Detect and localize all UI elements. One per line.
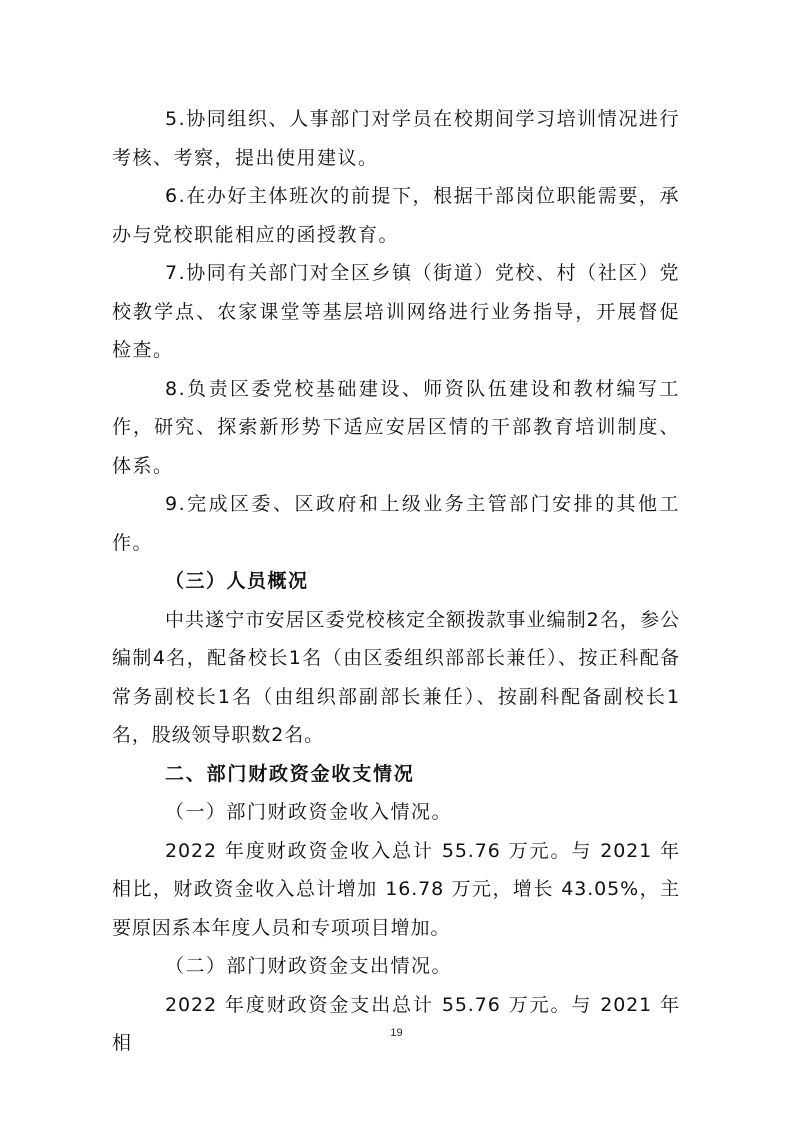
page-number: 19 — [390, 1027, 403, 1039]
section-heading-staffing: （三）人员概况 — [165, 570, 309, 592]
duty-item-9: 9.完成区委、区政府和上级业务主管部门安排的其他工作。 — [112, 493, 680, 554]
document-body — [112, 100, 680, 1063]
duty-item-5: 5.协同组织、人事部门对学员在校期间学习培训情况进行考核、考察，提出使用建议。 — [112, 108, 680, 169]
duty-item-7: 7.协同有关部门对全区乡镇（街道）党校、村（社区）党校教学点、农家课堂等基层培训网络进行业务指导，开展督促检查。 — [112, 262, 680, 361]
expense-paragraph: 2022 年度财政资金支出总计 55.76 万元。与 2021 年相 — [112, 993, 680, 1054]
income-paragraph: 2022 年度财政资金收入总计 55.76 万元。与 2021 年相比，财政资金收入总计增加 16.78 万元，增长 43.05%，主要原因系本年度人员和专项项目增加。 — [112, 839, 680, 939]
duty-item-6: 6.在办好主体班次的前提下，根据干部岗位职能需要，承办与党校职能相应的函授教育。 — [112, 185, 680, 246]
duty-item-8: 8.负责区委党校基础建设、师资队伍建设和教材编写工作，研究、探索新形势下适应安居区情的干部教育培训制度、体系。 — [112, 377, 680, 477]
expense-subheading: （二）部门财政资金支出情况。 — [165, 955, 453, 977]
part-heading-finance: 二、部门财政资金收支情况 — [165, 762, 415, 785]
staffing-paragraph: 中共遂宁市安居区委党校核定全额拨款事业编制2名，参公编制4名，配备校长1名（由区委组织部部长兼任）、按正科配备常务副校长1名（由组织部副部长兼任）、按副科配备副校长1名，股级领导职数2名。 — [112, 608, 680, 746]
income-subheading: （一）部门财政资金收入情况。 — [165, 801, 453, 823]
